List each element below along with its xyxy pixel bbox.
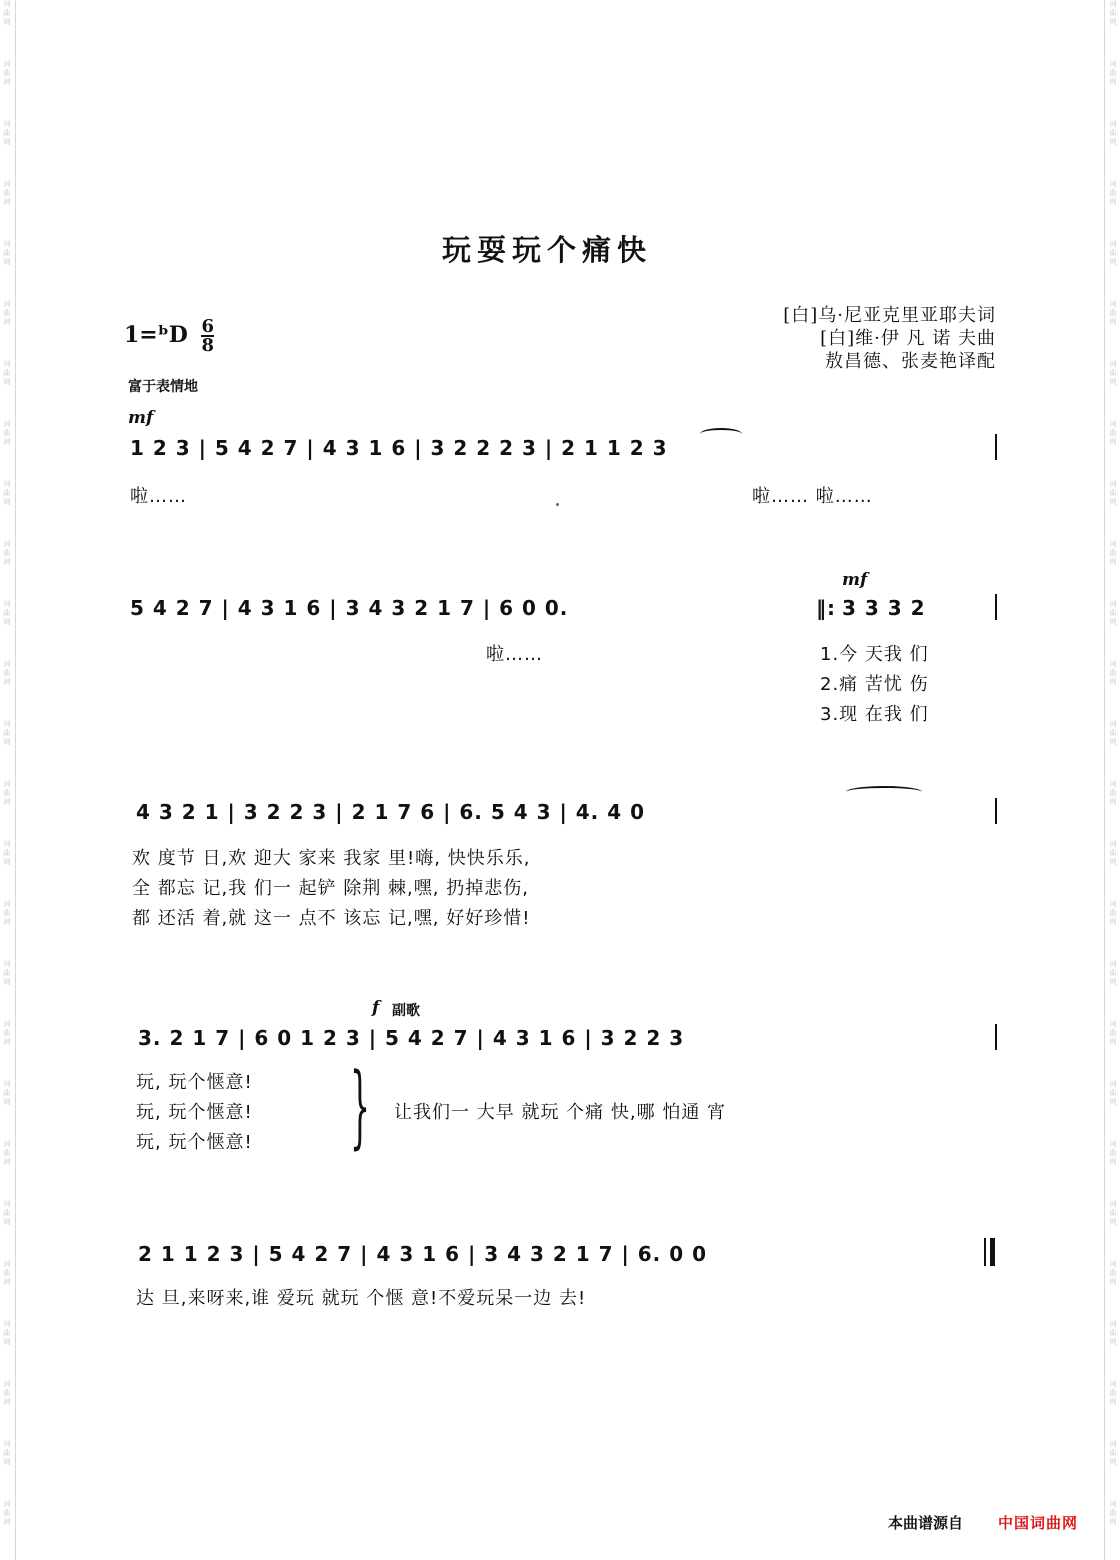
- watermark-text: 词曲网: [3, 1440, 11, 1466]
- lyric-brace: }: [350, 1054, 371, 1159]
- watermark-text: 词曲网: [1109, 600, 1117, 626]
- tie-slur-1: [700, 428, 742, 440]
- lyric-system-3-verse-2: 全 都忘 记,我 们一 起铲 除荆 棘,嘿, 扔掉悲伤,: [132, 878, 529, 899]
- watermark-text: 词曲网: [3, 1320, 11, 1346]
- dynamic-mf-1: mf: [128, 408, 154, 428]
- right-watermark-strip: [1106, 0, 1120, 1560]
- verse-start-2: 2.痛 苦忧 伤: [820, 674, 929, 695]
- watermark-text: 词曲网: [1109, 840, 1117, 866]
- watermark-text: 词曲网: [3, 900, 11, 926]
- watermark-text: 词曲网: [1109, 780, 1117, 806]
- notes-system-2: 5 4 2 7 | 4 3 1 6 | 3 4 3 2 1 7 | 6 0 0.: [130, 596, 569, 620]
- watermark-text: 词曲网: [3, 840, 11, 866]
- barline-end-1: [995, 434, 997, 460]
- watermark-text: 词曲网: [1109, 60, 1117, 86]
- footer-source-label: 本曲谱源自: [888, 1514, 964, 1532]
- watermark-text: 词曲网: [1109, 360, 1117, 386]
- notes-system-1: 1 2 3 | 5 4 2 7 | 4 3 1 6 | 3 2 2 2 3 | 2 1 1 2 3: [130, 436, 668, 460]
- verse-start-3: 3.现 在我 们: [820, 704, 929, 725]
- watermark-text: 词曲网: [3, 600, 11, 626]
- watermark-text: 词曲网: [1109, 240, 1117, 266]
- watermark-text: 词曲网: [1109, 900, 1117, 926]
- barline-end-4: [995, 1024, 997, 1050]
- left-watermark-strip: [0, 0, 14, 1560]
- watermark-text: 词曲网: [3, 60, 11, 86]
- watermark-text: 词曲网: [1109, 960, 1117, 986]
- verse-start-1: 1.今 天我 们: [820, 644, 929, 665]
- right-border-line: [1104, 0, 1105, 1560]
- lyricist-credit: [白]乌·尼亚克里亚耶夫词: [783, 305, 996, 326]
- lyric-system-2-a: 啦……: [486, 644, 543, 665]
- watermark-text: 词曲网: [3, 480, 11, 506]
- watermark-text: 词曲网: [1109, 1140, 1117, 1166]
- tie-slur-2: [846, 786, 922, 798]
- song-title: 玩耍玩个痛快: [442, 233, 653, 267]
- final-barline-thick: [990, 1238, 995, 1266]
- watermark-text: 词曲网: [1109, 420, 1117, 446]
- watermark-text: 词曲网: [3, 180, 11, 206]
- lyric-system-3-verse-3: 都 还活 着,就 这一 点不 该忘 记,嘿, 好好珍惜!: [132, 908, 531, 929]
- time-signature: [201, 318, 214, 354]
- watermark-text: 词曲网: [1109, 1320, 1117, 1346]
- watermark-text: 词曲网: [3, 1140, 11, 1166]
- scan-speck: [556, 503, 559, 506]
- lyric-system-3-verse-1: 欢 度节 日,欢 迎大 家来 我家 里!嗨, 快快乐乐,: [132, 848, 531, 869]
- watermark-text: 词曲网: [3, 1080, 11, 1106]
- lyric-system-4-right: 让我们一 大早 就玩 个痛 快,哪 怕通 宵: [394, 1102, 727, 1123]
- watermark-text: 词曲网: [3, 300, 11, 326]
- notes-system-3: 4 3 2 1 | 3 2 2 3 | 2 1 7 6 | 6. 5 4 3 | 4. 4 0: [136, 800, 646, 824]
- watermark-text: 词曲网: [3, 420, 11, 446]
- watermark-text: 词曲网: [3, 540, 11, 566]
- watermark-text: 词曲网: [1109, 300, 1117, 326]
- footer-site-link[interactable]: 中国词曲网: [998, 1514, 1079, 1532]
- watermark-text: 词曲网: [1109, 0, 1117, 26]
- watermark-text: 词曲网: [1109, 1440, 1117, 1466]
- watermark-text: 词曲网: [3, 240, 11, 266]
- barline-end-3: [995, 798, 997, 824]
- watermark-text: 词曲网: [1109, 1200, 1117, 1226]
- watermark-text: 词曲网: [3, 660, 11, 686]
- composer-credit: [白]维·伊 凡 诺 夫曲: [820, 328, 996, 349]
- lyric-system-4-left-2: 玩, 玩个惬意!: [136, 1102, 253, 1123]
- watermark-text: 词曲网: [3, 1020, 11, 1046]
- watermark-text: 词曲网: [3, 1200, 11, 1226]
- notes-system-4: 3. 2 1 7 | 6 0 1 2 3 | 5 4 2 7 | 4 3 1 6 | 3 2 2 3: [138, 1026, 685, 1050]
- watermark-text: 词曲网: [3, 120, 11, 146]
- watermark-text: 词曲网: [3, 360, 11, 386]
- watermark-text: 词曲网: [1109, 540, 1117, 566]
- watermark-text: 词曲网: [1109, 1020, 1117, 1046]
- time-numerator: 6: [201, 316, 214, 337]
- lyric-system-1-a: 啦……: [130, 486, 187, 507]
- lyric-system-1-b: 啦…… 啦……: [752, 486, 873, 507]
- dynamic-mf-2: mf: [842, 570, 868, 590]
- watermark-text: 词曲网: [3, 720, 11, 746]
- time-denominator: 8: [201, 335, 214, 356]
- watermark-text: 词曲网: [1109, 1080, 1117, 1106]
- notes-system-5: 2 1 1 2 3 | 5 4 2 7 | 4 3 1 6 | 3 4 3 2 1 7 | 6. 0 0: [138, 1242, 708, 1266]
- watermark-text: 词曲网: [3, 1500, 11, 1526]
- watermark-text: 词曲网: [1109, 120, 1117, 146]
- tempo-marking: 富于表情地: [128, 379, 198, 395]
- watermark-text: 词曲网: [3, 780, 11, 806]
- watermark-text: 词曲网: [1109, 1380, 1117, 1406]
- lyric-system-4-left-3: 玩, 玩个惬意!: [136, 1132, 253, 1153]
- watermark-text: 词曲网: [1109, 720, 1117, 746]
- lyric-system-5: 达 旦,来呀来,谁 爱玩 就玩 个惬 意!不爱玩呆一边 去!: [136, 1288, 587, 1309]
- watermark-text: 词曲网: [3, 1260, 11, 1286]
- watermark-text: 词曲网: [3, 0, 11, 26]
- barline-end-2: [995, 594, 997, 620]
- lyric-system-4-left-1: 玩, 玩个惬意!: [136, 1072, 253, 1093]
- repeat-sign: ‖:: [816, 596, 836, 620]
- watermark-text: 词曲网: [1109, 660, 1117, 686]
- final-barline-thin: [984, 1238, 986, 1266]
- translator-credit: 敖昌德、张麦艳译配: [825, 351, 996, 372]
- notes-system-2-repeat: 3 3 3 2: [842, 596, 926, 620]
- credits: [783, 304, 996, 373]
- dynamic-f: f: [372, 998, 380, 1018]
- watermark-text: 词曲网: [3, 1380, 11, 1406]
- watermark-text: 词曲网: [1109, 1500, 1117, 1526]
- chorus-label: 副歌: [392, 1003, 420, 1019]
- key-signature: [124, 318, 214, 354]
- watermark-text: 词曲网: [1109, 180, 1117, 206]
- left-border-line: [15, 0, 16, 1560]
- watermark-text: 词曲网: [3, 960, 11, 986]
- key-label: 1=ᵇD: [124, 322, 188, 348]
- watermark-text: 词曲网: [1109, 480, 1117, 506]
- watermark-text: 词曲网: [1109, 1260, 1117, 1286]
